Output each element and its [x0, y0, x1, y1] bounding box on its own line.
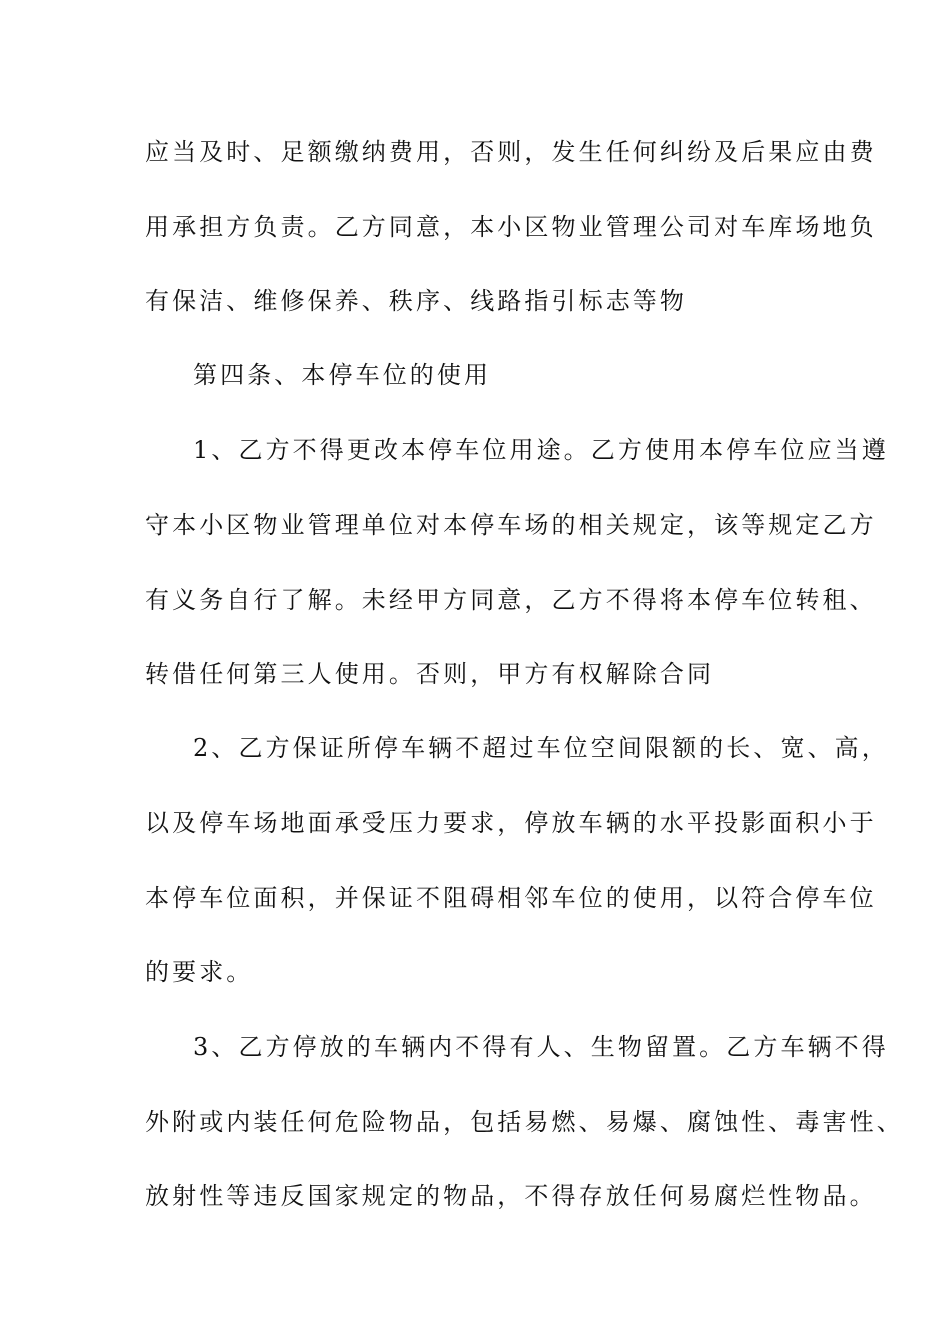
paragraph-line-15: 放射性等违反国家规定的物品，不得存放任何易腐烂性物品。: [145, 1182, 877, 1210]
paragraph-line-2: 用承担方负责。乙方同意，本小区物业管理公司对车库场地负: [145, 213, 877, 241]
paragraph-line-10: 以及停车场地面承受压力要求，停放车辆的水平投影面积小于: [145, 809, 877, 837]
paragraph-line-12: 的要求。: [145, 958, 254, 986]
paragraph-line-11: 本停车位面积，并保证不阻碍相邻车位的使用，以符合停车位: [145, 884, 877, 912]
paragraph-line-14: 外附或内装任何危险物品，包括易燃、易爆、腐蚀性、毒害性、: [145, 1108, 904, 1136]
paragraph-line-13: 3、乙方停放的车辆内不得有人、生物留置。乙方车辆不得: [193, 1033, 889, 1061]
paragraph-line-3: 有保洁、维修保养、秩序、线路指引标志等物: [145, 287, 687, 315]
paragraph-line-8: 转借任何第三人使用。否则，甲方有权解除合同: [145, 660, 715, 688]
paragraph-line-5: 1、乙方不得更改本停车位用途。乙方使用本停车位应当遵: [193, 436, 889, 464]
paragraph-line-9: 2、乙方保证所停车辆不超过车位空间限额的长、宽、高，: [193, 734, 889, 762]
paragraph-line-1: 应当及时、足额缴纳费用，否则，发生任何纠纷及后果应由费: [145, 138, 877, 166]
paragraph-line-6: 守本小区物业管理单位对本停车场的相关规定，该等规定乙方: [145, 511, 877, 539]
section-heading: 第四条、本停车位的使用: [193, 361, 492, 389]
paragraph-line-7: 有义务自行了解。未经甲方同意，乙方不得将本停车位转租、: [145, 586, 877, 614]
